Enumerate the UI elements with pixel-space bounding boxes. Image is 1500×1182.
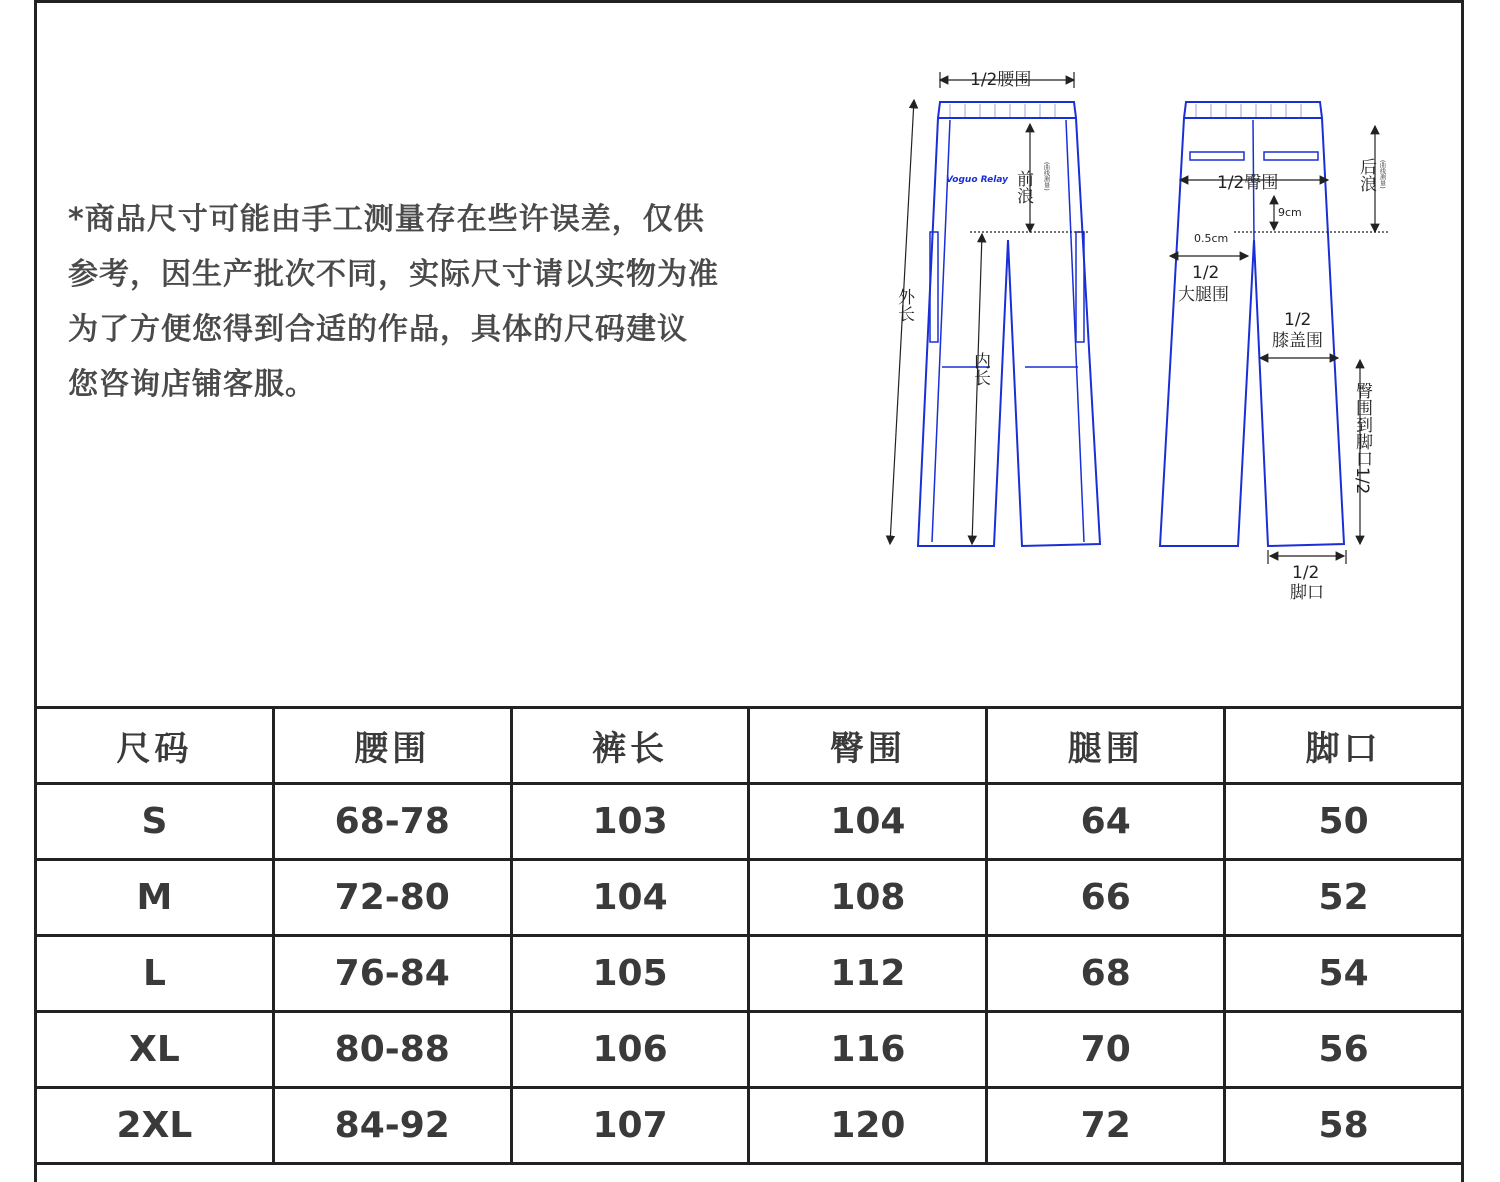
table-cell: XL (36, 1012, 274, 1088)
label-front-rise-note: (曲线测量) (1042, 162, 1050, 191)
note-line: 您咨询店铺客服。 (68, 367, 316, 402)
table-cell: 50 (1225, 784, 1463, 860)
label-nine-cm: 9cm (1278, 206, 1302, 219)
label-half-thigh-1: 1/2 (1192, 263, 1220, 283)
table-cell: 80-88 (273, 1012, 511, 1088)
table-cell: 68-78 (273, 784, 511, 860)
label-hip-to-hem: 臀围到脚口1/2 (1352, 382, 1372, 495)
table-cell: 72 (987, 1088, 1225, 1164)
label-back-rise: 后浪 (1356, 158, 1376, 192)
table-cell: 54 (1225, 936, 1463, 1012)
table-cell: 120 (749, 1088, 987, 1164)
label-outseam: 外长 (894, 288, 914, 322)
table-cell: 58 (1225, 1088, 1463, 1164)
header-thigh: 腿围 (987, 708, 1225, 784)
table-cell: 72-80 (273, 860, 511, 936)
table-cell: 70 (987, 1012, 1225, 1088)
table-row (36, 1012, 1463, 1088)
table-cell: 104 (511, 860, 749, 936)
front-pants-drawing (918, 102, 1100, 546)
table-cell: 66 (987, 860, 1225, 936)
table-row (36, 784, 1463, 860)
table-cell: 107 (511, 1088, 749, 1164)
size-note (68, 192, 828, 412)
label-half-waist: 1/2腰围 (970, 70, 1032, 90)
label-half-knee-1: 1/2 (1284, 310, 1312, 330)
header-waist: 腰围 (273, 708, 511, 784)
label-front-rise: 前浪 (1013, 170, 1033, 204)
table-cell: 84-92 (273, 1088, 511, 1164)
label-half-knee-2: 膝盖围 (1272, 331, 1323, 351)
table-cell: 68 (987, 936, 1225, 1012)
pants-measurement-diagram (870, 60, 1390, 620)
back-pants-drawing (1160, 102, 1344, 546)
brand-logo: Voguo Relay (946, 175, 1008, 185)
table-cell: 56 (1225, 1012, 1463, 1088)
table-cell: 112 (749, 936, 987, 1012)
header-length: 裤长 (511, 708, 749, 784)
note-line: 为了方便您得到合适的作品，具体的尺码建议 (68, 312, 688, 347)
table-cell: 105 (511, 936, 749, 1012)
header-hip: 臀围 (749, 708, 987, 784)
table-cell: 116 (749, 1012, 987, 1088)
size-table (34, 706, 1464, 1165)
table-row (36, 860, 1463, 936)
note-line: *商品尺寸可能由手工测量存在些许误差，仅供 (68, 202, 705, 237)
header-size: 尺码 (36, 708, 274, 784)
table-cell: S (36, 784, 274, 860)
label-half-hem-2: 脚口 (1290, 583, 1324, 603)
label-half-cm: 0.5cm (1194, 232, 1229, 245)
label-half-hem-1: 1/2 (1292, 563, 1320, 583)
table-cell: M (36, 860, 274, 936)
label-back-rise-note: (曲线测量) (1378, 160, 1386, 189)
label-half-thigh-2: 大腿围 (1178, 285, 1229, 305)
table-row (36, 936, 1463, 1012)
table-cell: 64 (987, 784, 1225, 860)
table-cell: 2XL (36, 1088, 274, 1164)
table-cell: 106 (511, 1012, 749, 1088)
label-inseam: 内长 (970, 352, 990, 386)
label-half-hip: 1/2臀围 (1217, 173, 1279, 193)
table-row (36, 1088, 1463, 1164)
table-cell: 108 (749, 860, 987, 936)
table-cell: 104 (749, 784, 987, 860)
table-cell: 52 (1225, 860, 1463, 936)
table-header-row (36, 708, 1463, 784)
header-hem: 脚口 (1225, 708, 1463, 784)
note-line: 参考，因生产批次不同，实际尺寸请以实物为准 (68, 257, 719, 292)
table-cell: L (36, 936, 274, 1012)
table-cell: 103 (511, 784, 749, 860)
table-cell: 76-84 (273, 936, 511, 1012)
